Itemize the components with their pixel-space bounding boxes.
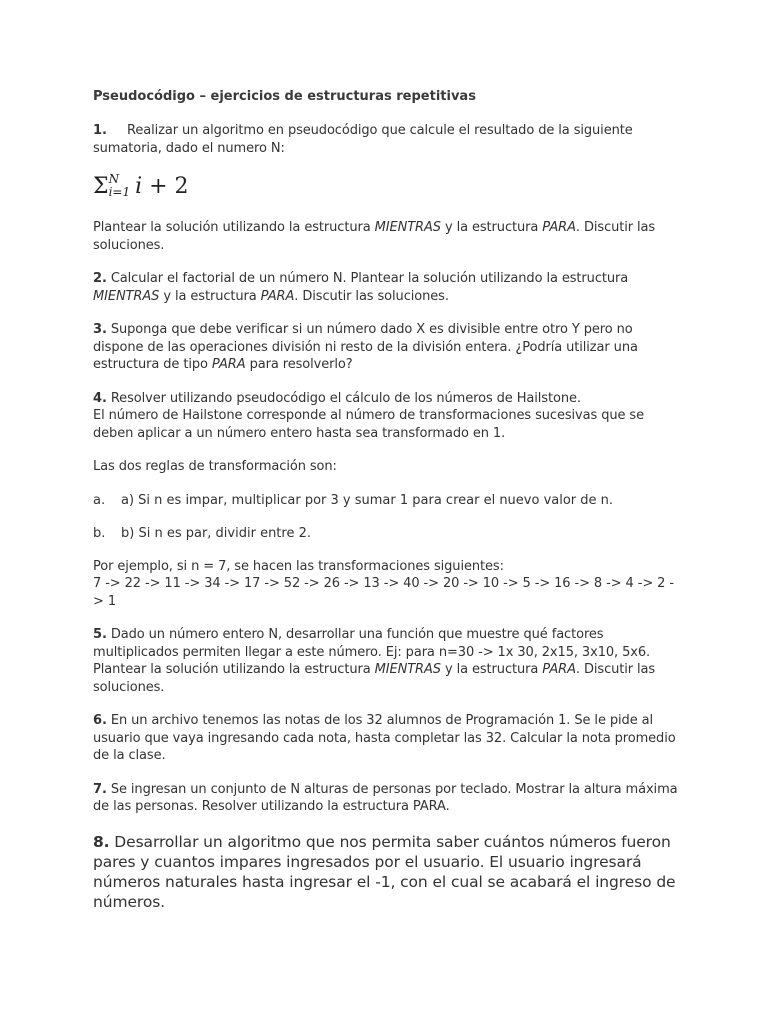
rule-a [93,492,678,509]
keyword-para: PARA [211,357,246,372]
exercise-1-number: 1. [93,123,107,138]
text-span: Resolver utilizando pseudocódigo el cálculo de los números de Hailstone. [106,390,581,406]
text-span: El número de Hailstone corresponde al número de transformaciones sucesivas que se deben aplicar a un número entero hasta sea transformado en 1. [93,408,644,441]
text-span: 7 -> 22 -> 11 -> 34 -> 17 -> 52 -> 26 -> 13 -> 40 -> 20 -> 10 -> 5 -> 16 -> 8 -> 4 -> 2 -> 1 [93,576,674,609]
document-title: Pseudocódigo – ejercicios de estructuras repetitivas [93,89,476,104]
text-span: Por ejemplo, si n = 7, se hacen las transformaciones siguientes: [93,558,504,574]
text-span: para resolverlo? [245,357,353,372]
text-span: y la estructura [440,220,543,235]
summation-upper: N [108,172,120,186]
text-span: b) Si n es par, dividir entre 2. [121,525,311,541]
exercise-5 [93,626,678,696]
exercise-6-number: 6. [93,713,107,728]
exercise-4 [93,390,678,443]
keyword-mientras: MIENTRAS [93,288,160,304]
sigma-symbol: Σ [93,173,109,199]
keyword-para: PARA [260,288,295,304]
keyword-mientras: MIENTRAS [374,220,441,235]
exercise-7-number: 7. [93,781,107,797]
exercise-2-number: 2. [93,271,107,286]
rules-intro: Las dos reglas de transformación son: [93,459,337,474]
exercise-6 [93,712,678,765]
exercise-1-instructions [93,219,678,254]
text-span: . Discutir las soluciones. [294,288,449,304]
text-span: Desarrollar un algoritmo que nos permita saber cuántos números fueron pares y cuantos impares ingresados por el usuario. El usuario ingresará números naturales hasta ingresar el -1, con el cual se acabará el ingreso de números. [93,832,676,911]
exercise-1-text: Realizar un algoritmo en pseudocódigo que calcule el resultado de la siguiente sumatoria, dado el numero N: [93,123,633,156]
exercise-8-number: 8. [93,832,110,851]
exercise-1 [93,122,678,157]
text-span: y la estructura [159,288,261,304]
list-marker: b. [93,525,106,541]
hailstone-example [93,558,678,611]
summation-rest: + 2 [142,173,189,199]
text-span: Calcular el factorial de un número N. Plantear la solución utilizando la estructura [106,271,629,286]
text-span: . Discutir las soluciones. [93,220,656,253]
keyword-para: PARA [542,662,576,677]
text-span: y la estructura [440,662,543,677]
list-marker: a. [93,492,106,508]
summation-expression [135,174,188,199]
exercise-8 [93,832,678,912]
text-span: . Discutir las soluciones. [93,662,656,695]
summation-limits [109,173,131,199]
keyword-mientras: MIENTRAS [374,662,441,677]
exercise-2 [93,270,678,305]
exercise-5-number: 5. [93,627,107,642]
text-span: En un archivo tenemos las notas de los 32 alumnos de Programación 1. Se le pide al usuario que vaya ingresando cada nota, hasta completar las 32. Calcular la nota promedio de la clase. [93,713,676,763]
text-span: a) Si n es impar, multiplicar por 3 y sumar 1 para crear el nuevo valor de n. [121,492,614,508]
exercise-3-number: 3. [93,322,107,337]
text-span: Dado un número entero N, desarrollar una función que muestre qué factores multiplicados permiten llegar a este número. Ej: para n=30 -> 1x 30, 2x15, 3x10, 5x6. Plantear la solución utilizando la estructura [93,627,651,677]
summation-variable: i [135,173,143,199]
rule-b [93,525,678,542]
text-span: Suponga que debe verificar si un número dado X es divisible entre otro Y pero no dispone de las operaciones división ni resto de la división entera. ¿Podría utilizar una estructura de tipo [93,322,638,372]
summation-lower: i=1 [108,185,131,199]
exercise-7 [93,781,678,816]
text-span: Se ingresan un conjunto de N alturas de personas por teclado. Mostrar la altura máxima de las personas. Resolver utilizando la estructura PARA. [93,781,678,814]
summation-formula [93,167,678,205]
exercise-3 [93,321,678,374]
keyword-para: PARA [542,220,576,235]
exercise-4-number: 4. [93,390,107,406]
text-span: Plantear la solución utilizando la estructura [93,220,375,235]
